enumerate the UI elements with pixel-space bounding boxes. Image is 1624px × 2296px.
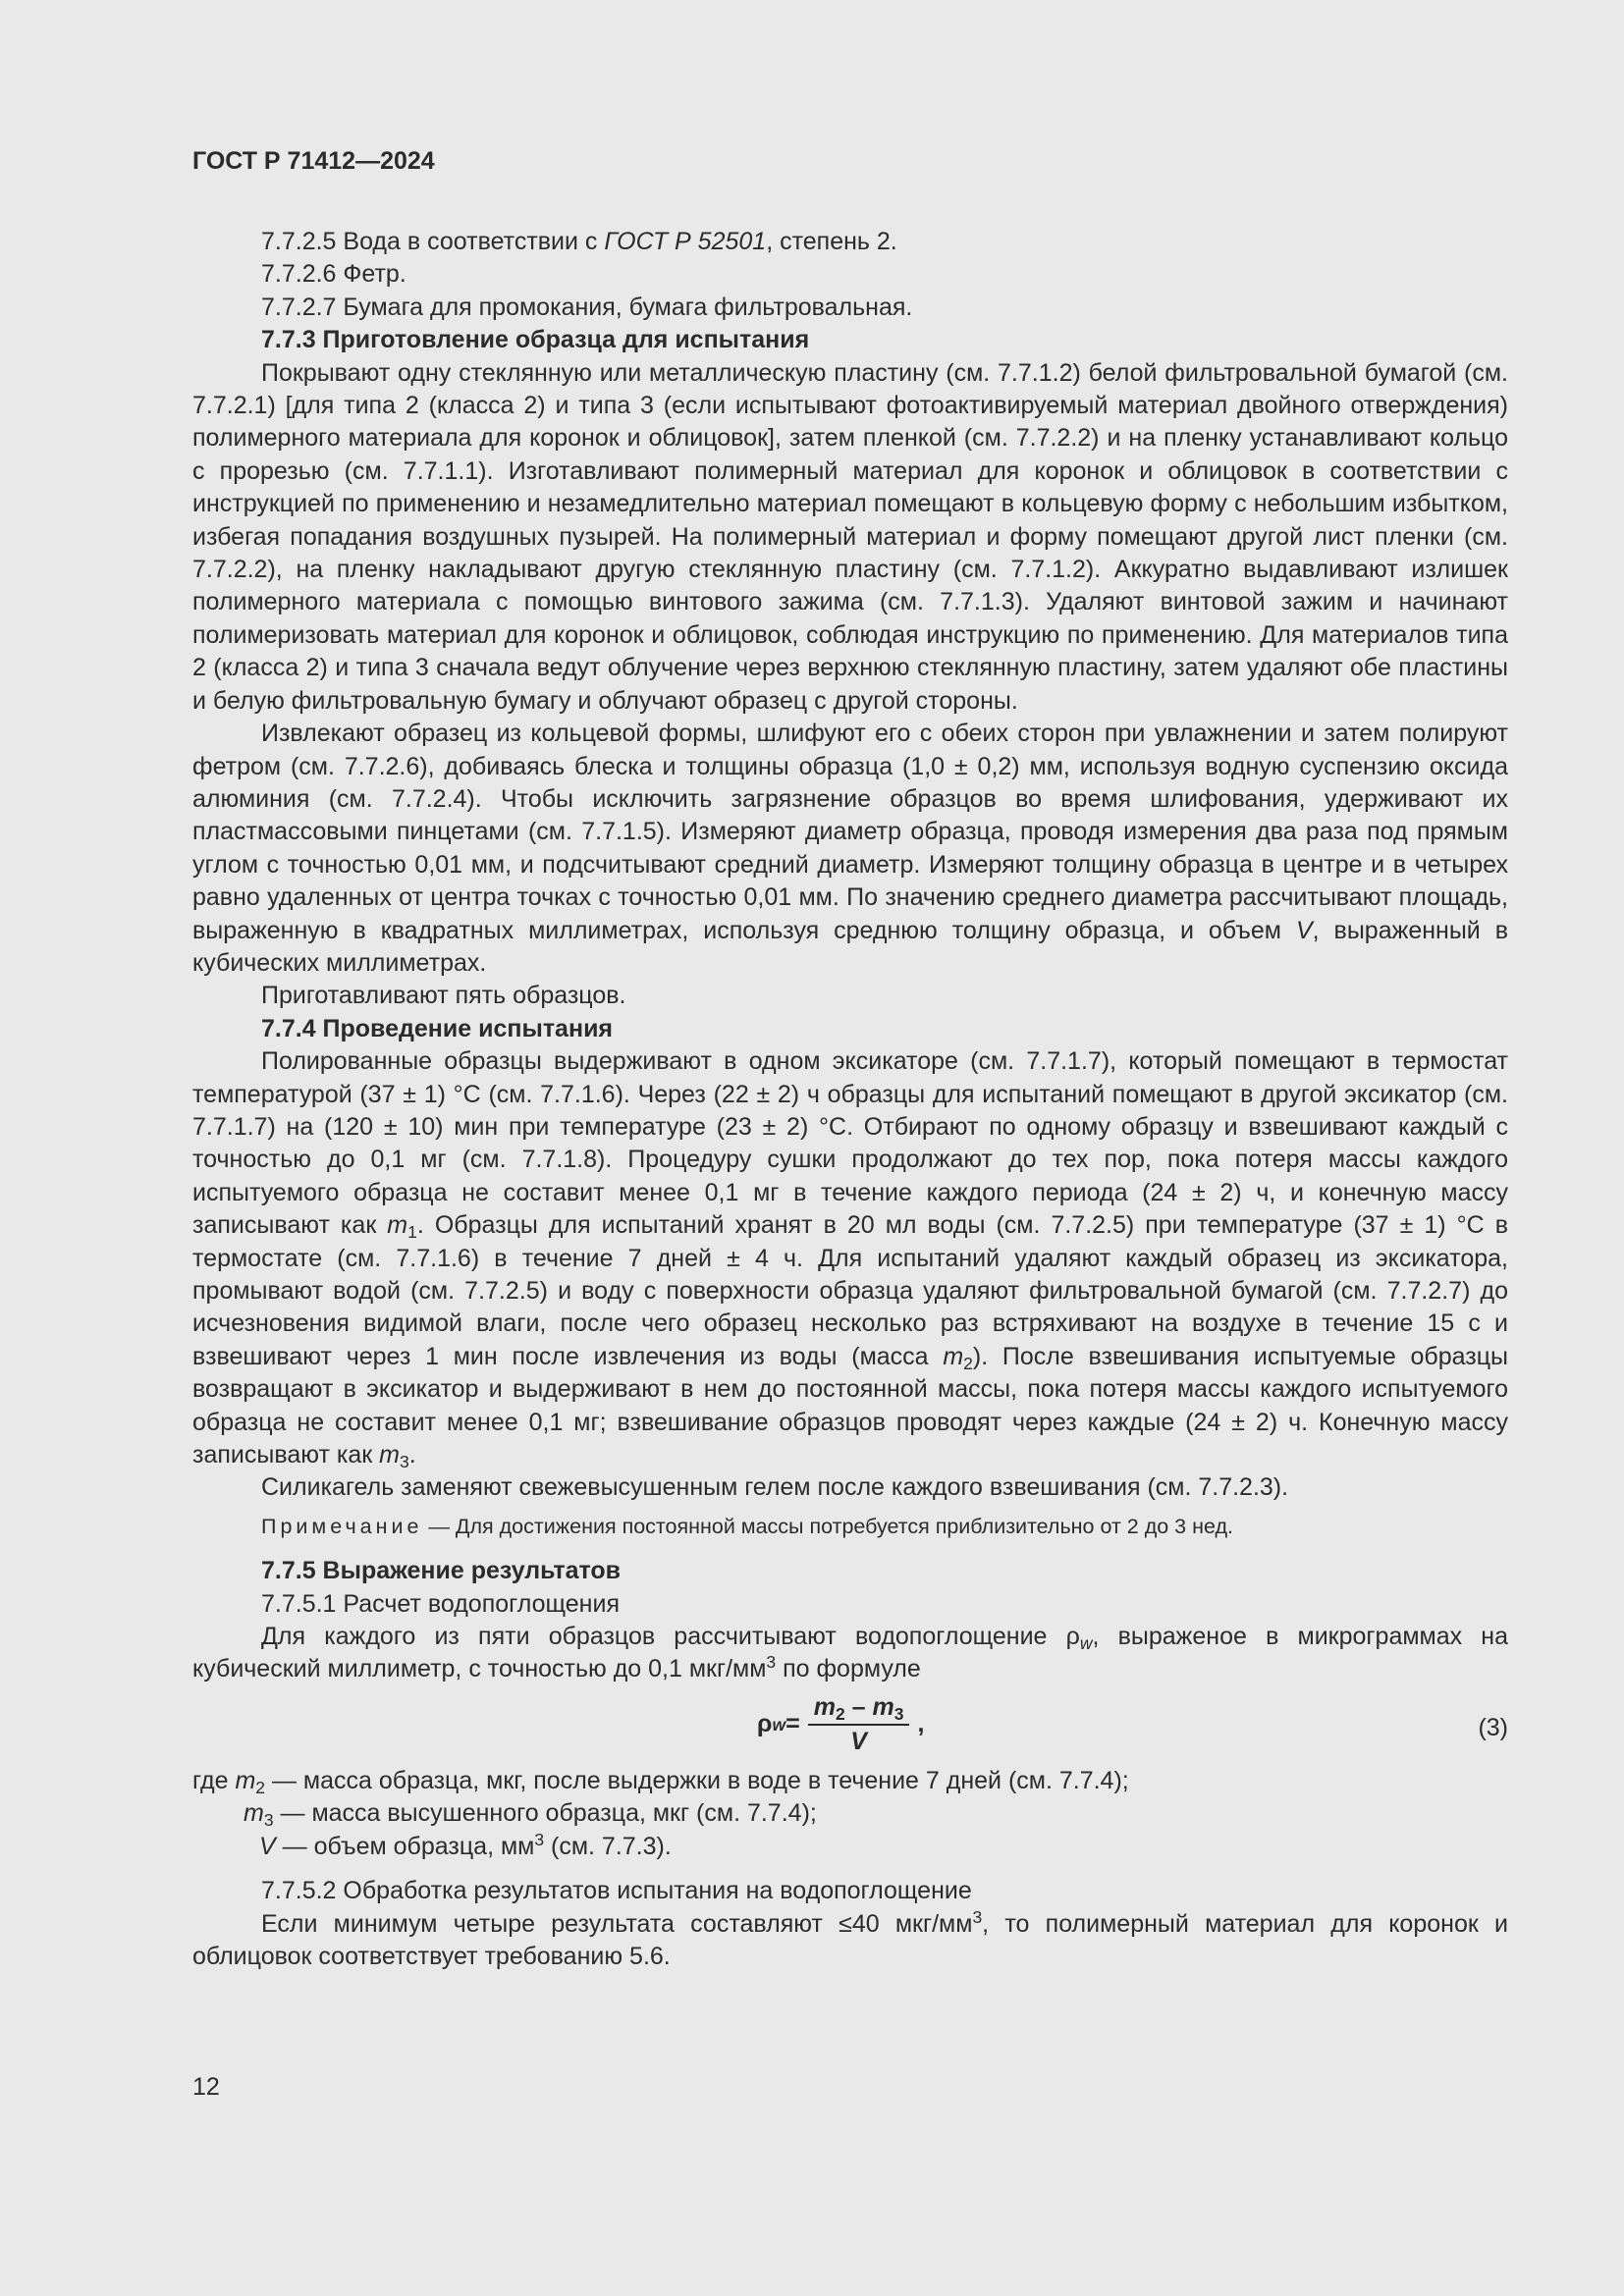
subscript: 2 [255,1777,266,1797]
variable: m [387,1211,408,1240]
text: Для каждого из пяти образцов рассчитывают водопоглощение ρ [261,1623,1080,1651]
note [192,1511,1508,1543]
fraction [808,1692,910,1757]
text: по формуле [776,1655,921,1683]
text: 7.7.2.5 Вода в соответствии с [261,228,605,255]
text: , выраженный в кубических миллиметрах. [192,916,1508,977]
text: , выраженое в микрограммах на кубический миллиметр, с точностью до 0,1 мкг/мм [192,1623,1508,1683]
paragraph-7-7-5-2 [192,1908,1508,1974]
text: Извлекают образец из кольцевой формы, шлифуют его с обеих сторон при увлажнении и затем полируют фетром (см. 7.7.2.6), добиваясь блеска и толщины образца (1,0 ± 0,2) мм, используя водную суспензию оксида алюминия (см. 7.7.2.4). Чтобы исключить загрязнение образцов во время шлифования, удерживают их пластмассовыми пинцетами (см. 7.7.1.5). Измеряют диаметр образца, проводя измерения два раза под прямым углом с точностью 0,01 мм, и подсчитывают средний диаметр. Измеряют толщину образца в центре и в четырех равно удаленных от центра точках с точностью 0,01 мм. По значению среднего диаметра рассчитывают площадь, выраженную в квадратных миллиметрах, используя среднюю толщину образца, и объем [192,720,1508,944]
paragraph-7-7-3-1: Покрывают одну стеклянную или металлическую пластину (см. 7.7.1.2) белой фильтровальной бумагой (см. 7.7.2.1) [для типа 2 (класса 2) и типа 3 (если испытывают фотоактивируемый материал двойного отверждения) полимерного материала для коронок и облицовок], затем пленкой (см. 7.7.2.2) и на пленку устанавливают кольцо с прорезью (см. 7.7.1.1). Изготавливают полимерный материал для коронок и облицовок в соответствии с инструкцией по применению и незамедлительно материал помещают в кольцевую форму с небольшим избытком, избегая попадания воздушных пузырей. На полимерный материал и форму помещают другой лист пленки (см. 7.7.2.2), на пленку накладывают другую стеклянную пластину (см. 7.7.1.2). Аккуратно выдавливают излишек полимерного материала с помощью винтового зажима (см. 7.7.1.3). Удаляют винтовой зажим и начинают полимеризовать материал для коронок и облицовок, соблюдая инструкцию по применению. Для материалов типа 2 (класса 2) и типа 3 сначала ведут облучение через верхнюю стеклянную пластину, затем удаляют обе пластины и белую фильтровальную бумагу и облучают образец с другой стороны. [192,358,1508,715]
document-header: ГОСТ Р 71412—2024 [192,147,435,175]
subscript: w [1079,1633,1093,1654]
superscript: 3 [972,1906,983,1927]
paragraph-7-7-3-2 [192,718,1508,980]
note-text: — Для достижения постоянной массы потребуется приблизительно от 2 до 3 нед. [422,1514,1233,1538]
heading-7-7-3: 7.7.3 Приготовление образца для испытания [261,326,810,354]
heading-7-7-4: 7.7.4 Проведение испытания [261,1014,614,1042]
note-label: Примечание [261,1514,423,1538]
definition-m2 [192,1765,1508,1797]
text: — объем образца, мм [275,1832,535,1860]
text: ). После взвешивания испытуемые образцы возвращают в эксикатор и выдерживают в нем до постоянной массы, пока потеря массы каждого испытуемого образца не составит менее 0,1 мг; взвешивание образцов проводят через каждые (24 ± 2) ч. Конечную массу записывают как [192,1342,1509,1469]
subscript: 1 [407,1222,417,1243]
variable: m [379,1441,400,1469]
text: Полированные образцы выдерживают в одном эксикаторе (см. 7.7.1.7), который помещают в термостат температурой (37 ± 1) °С (см. 7.7.1.6). Через (22 ± 2) ч образцы для испытаний помещают в другой эксикатор (см. 7.7.1.7) на (120 ± 10) мин при температуре (23 ± 2) °С. Отбирают по одному образцу и взвешивают каждый с точностью до 0,1 мг (см. 7.7.1.8). Процедуру сушки продолжают до тех пор, пока потеря массы каждого испытуемого образца не составит менее 0,1 мг в течение каждого периода (24 ± 2) ч, и конечную массу записывают как [192,1047,1508,1240]
subscript: 3 [263,1810,274,1831]
paragraph-7-7-3-3: Приготавливают пять образцов. [261,982,626,1010]
text: , то полимерный материал для коронок и облицовок соответствует требованию 5.6. [192,1909,1508,1970]
formula-lhs: ρ [757,1710,773,1738]
variable: m [813,1692,836,1721]
variable: m [244,1799,264,1828]
text: — масса высушенного образца, мкг (см. 7.7.4); [273,1799,817,1828]
standard-reference: ГОСТ Р 52501 [604,228,767,255]
formula-3 [192,1688,1508,1759]
text: Если минимум четыре результата составляют ≤40 мкг/мм [261,1909,973,1938]
where-label: где [192,1766,229,1794]
equals-sign: = [785,1710,800,1738]
formula-number: (3) [1478,1713,1508,1741]
variable: m [235,1766,256,1794]
item-7-7-2-5 [192,226,1508,258]
paragraph-7-7-5-1 [192,1621,1508,1686]
paragraph-7-7-4-1 [192,1045,1508,1471]
minus-sign: – [844,1692,873,1721]
text: , степень 2. [766,228,897,255]
fraction-denominator [850,1726,867,1757]
paragraph-7-7-4-2: Силикагель заменяют свежевысушенным гелем после каждого взвешивания (см. 7.7.2.3). [261,1473,1289,1502]
fraction-numerator [808,1692,910,1726]
variable: V [259,1832,276,1860]
formula-lhs-subscript: w [772,1714,786,1735]
formula-definitions [192,1765,1508,1863]
comma: , [917,1710,925,1738]
subscript: 3 [893,1703,904,1724]
item-7-7-2-6: 7.7.2.6 Фетр. [261,260,406,289]
subscript: 2 [835,1703,845,1724]
definition-m3 [192,1797,1508,1830]
variable: m [943,1342,964,1370]
subscript: 3 [399,1452,409,1472]
subheading-7-7-5-1: 7.7.5.1 Расчет водопоглощения [261,1589,620,1618]
page-number: 12 [192,2073,220,2101]
formula-expression [757,1692,924,1757]
subheading-7-7-5-2: 7.7.5.2 Обработка результатов испытания на водопоглощение [261,1877,972,1905]
text: (см. 7.7.3). [544,1832,672,1860]
variable: V [850,1727,867,1755]
text: . Образцы для испытаний хранят в 20 мл воды (см. 7.7.2.5) при температуре (37 ± 1) °С в термостате (см. 7.7.1.6) в течение 7 дней ± 4 ч. Для испытаний удаляют каждый образец из эксикатора, промывают водой (см. 7.7.2.5) и воду с поверхности образца удаляют фильтровальной бумагой (см. 7.7.2.7) до исчезновения видимой влаги, после чего образец несколько раз встряхивают на воздухе в течение 15 с и взвешивают через 1 мин после извлечения из воды (масса [192,1211,1508,1370]
item-7-7-2-7: 7.7.2.7 Бумага для промокания, бумага фильтровальная. [261,293,913,321]
variable: V [1295,916,1313,944]
superscript: 3 [534,1829,545,1849]
definition-v [192,1831,1508,1863]
subscript: 2 [963,1353,973,1373]
text: — масса образца, мкг, после выдержки в воде в течение 7 дней (см. 7.7.4); [265,1766,1129,1794]
heading-7-7-5: 7.7.5 Выражение результатов [261,1557,622,1585]
variable: m [872,1692,894,1721]
document-body [192,226,1508,1973]
superscript: 3 [766,1652,777,1673]
text: . [408,1441,416,1469]
